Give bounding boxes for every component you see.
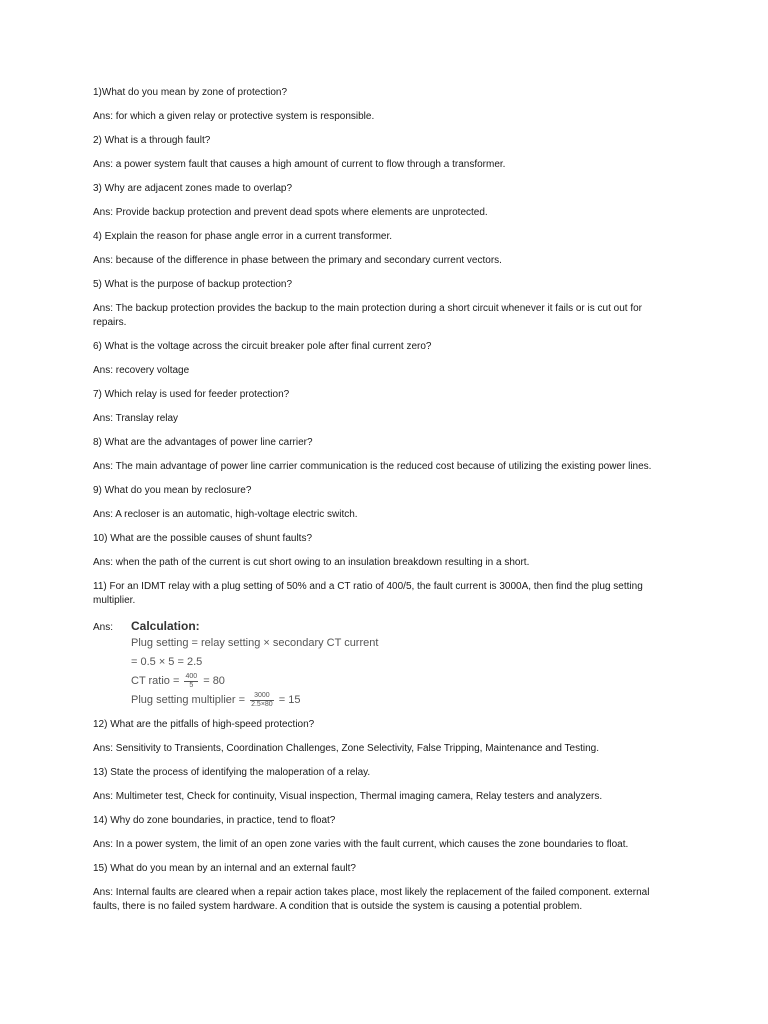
question-7: 7) Which relay is used for feeder protection?	[93, 389, 290, 400]
answer-9: Ans: A recloser is an automatic, high-voltage electric switch.	[93, 509, 358, 520]
answer-12: Ans: Sensitivity to Transients, Coordination Challenges, Zone Selectivity, False Tripping, Maintenance and Testing.	[93, 743, 600, 754]
question-14: 14) Why do zone boundaries, in practice, tend to float?	[93, 815, 336, 826]
answer-8: Ans: The main advantage of power line carrier communication is the reduced cost because of utilizing the existing power lines.	[93, 461, 652, 472]
answer-15: Ans: Internal faults are cleared when a repair action takes place, most likely the replacement of the failed component. external faults, there is no failed system hardware. A condition that is outside the system is causing a potential problem.	[93, 887, 650, 912]
calc-line-psm: Plug setting multiplier = $\frac{3000}{2.5\times 80}$ = 15	[131, 691, 301, 708]
calc-line-plug-value: = 0.5 × 5 = 2.5	[131, 656, 203, 668]
answer-4: Ans: because of the difference in phase between the primary and secondary current vectors.	[93, 255, 502, 266]
answer-5: Ans: The backup protection provides the backup to the main protection during a short circuit whenever it fails or is cut out for repairs.	[93, 303, 642, 328]
question-3: 3) Why are adjacent zones made to overlap?	[93, 183, 292, 194]
psm-fraction: $\frac{3000}{2.5\times 80}$	[251, 691, 273, 708]
question-4: 4) Explain the reason for phase angle error in a current transformer.	[93, 231, 393, 242]
question-11: 11) For an IDMT relay with a plug setting of 50% and a CT ratio of 400/5, the fault current is 3000A, then find the plug setting multiplier.	[93, 581, 643, 606]
question-8: 8) What are the advantages of power line carrier?	[93, 437, 313, 448]
question-5: 5) What is the purpose of backup protection?	[93, 279, 293, 290]
answer-1: Ans: for which a given relay or protective system is responsible.	[93, 111, 375, 122]
question-13: 13) State the process of identifying the maloperation of a relay.	[93, 767, 371, 778]
calculation-image	[131, 618, 378, 710]
question-6: 6) What is the voltage across the circuit breaker pole after final current zero?	[93, 341, 432, 352]
answer-7: Ans: Translay relay	[93, 413, 179, 424]
answer-10: Ans: when the path of the current is cut short owing to an insulation breakdown resulting in a short.	[93, 557, 530, 568]
question-15: 15) What do you mean by an internal and an external fault?	[93, 863, 356, 874]
answer-11-prefix: Ans:	[93, 622, 114, 633]
answer-13: Ans: Multimeter test, Check for continuity, Visual inspection, Thermal imaging camera, Relay testers and analyzers.	[93, 791, 603, 802]
question-9: 9) What do you mean by reclosure?	[93, 485, 252, 496]
calculation-title: Calculation:	[131, 619, 200, 633]
ct-ratio-fraction: $\frac{400}{5}$	[185, 672, 198, 689]
calc-line-ct-ratio: CT ratio = $\frac{400}{5}$ = 80	[131, 672, 225, 689]
calc-line-plug-setting: Plug setting = relay setting × secondary CT current	[131, 637, 379, 649]
answer-14: Ans: In a power system, the limit of an open zone varies with the fault current, which causes the zone boundaries to float.	[93, 839, 629, 850]
answer-2: Ans: a power system fault that causes a high amount of current to flow through a transformer.	[93, 159, 506, 170]
question-10: 10) What are the possible causes of shunt faults?	[93, 533, 313, 544]
qa-content	[93, 86, 678, 924]
question-12: 12) What are the pitfalls of high-speed protection?	[93, 719, 315, 730]
answer-3: Ans: Provide backup protection and prevent dead spots where elements are unprotected.	[93, 207, 488, 218]
answer-6: Ans: recovery voltage	[93, 365, 190, 376]
answer-11-calculation	[93, 618, 678, 710]
question-1: 1)What do you mean by zone of protection?	[93, 87, 288, 98]
question-2: 2) What is a through fault?	[93, 135, 211, 146]
